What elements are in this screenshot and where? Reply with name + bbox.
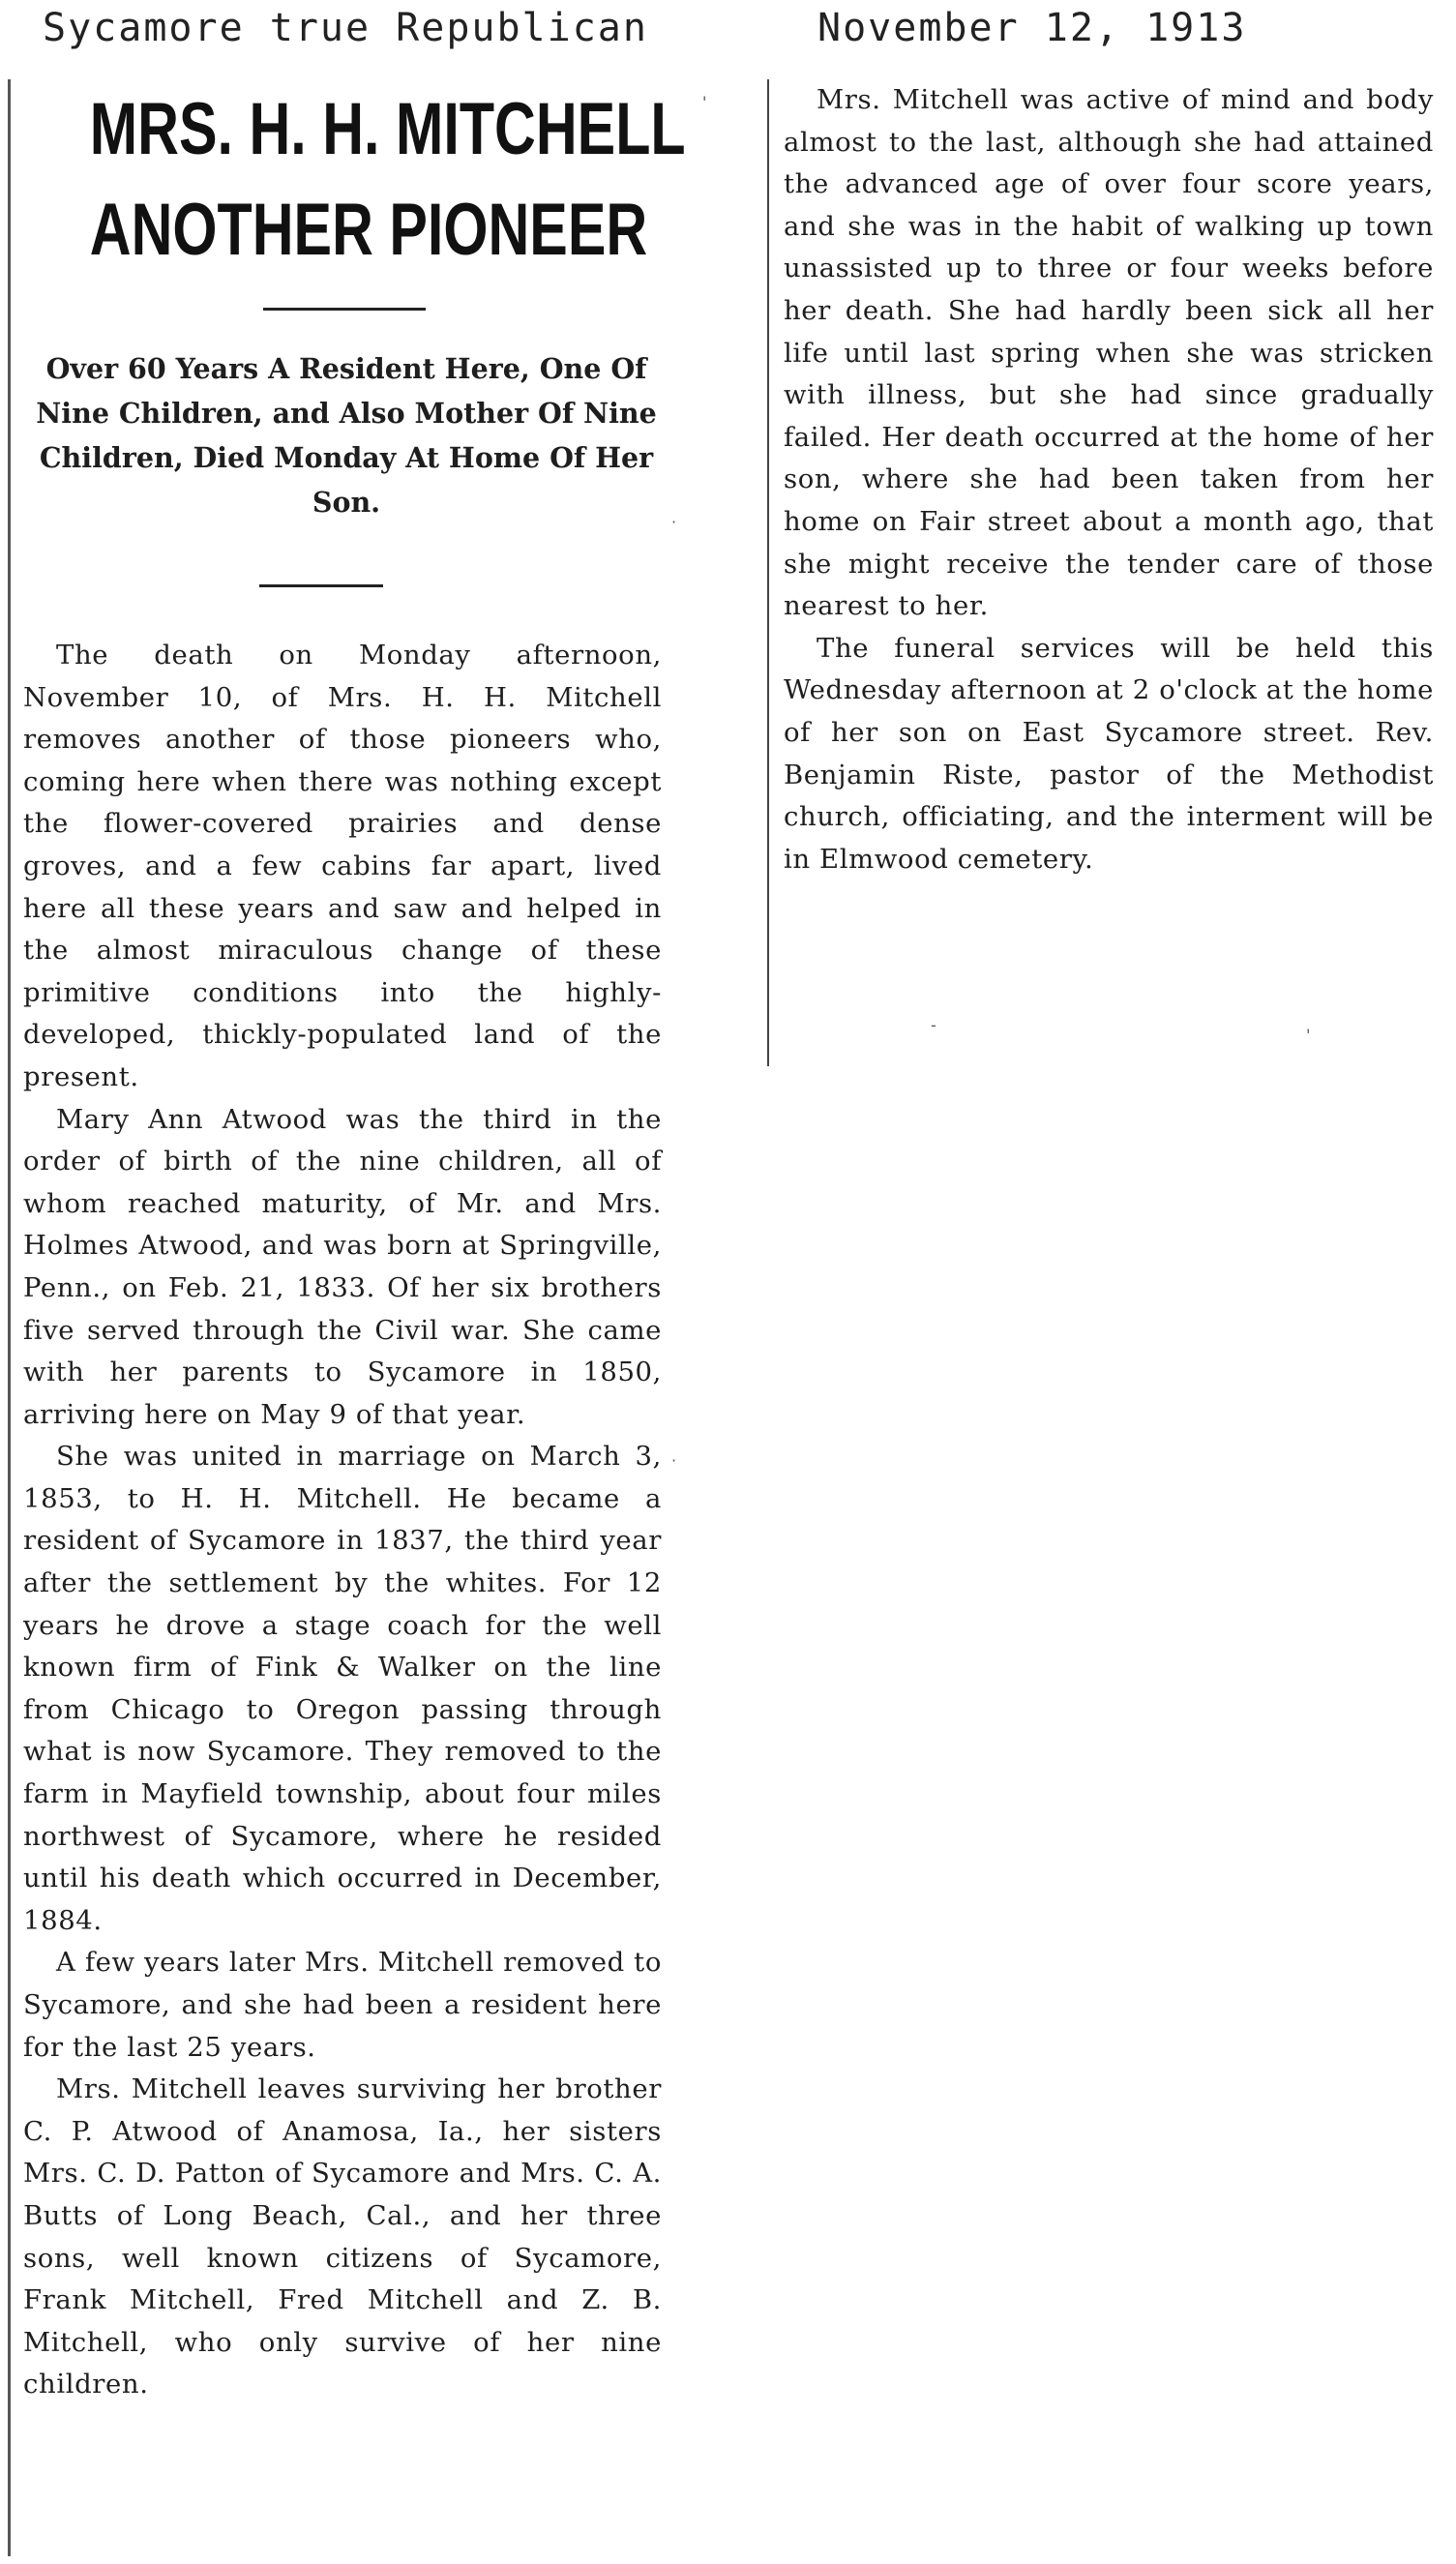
paragraph: Mary Ann Atwood was the third in the order of birth of the nine children, all of whom reached maturity, of Mr. and Mrs. Holmes Atwood, and was born at Springville, Penn., on Feb. 21, 1833. Of her six brothers five served through the Civil war. She came with her parents to Sycamore in 1850, arriving here on May 9 of that year. (23, 1103, 662, 1430)
paragraph: The death on Monday afternoon, November 10, of Mrs. H. H. Mitchell removes another of those pioneers who, coming here when there was nothing except the flower-covered prairies and dense groves, and a few cabins far apart, lived here all these years and saw and helped in the almost miraculous change of these primitive conditions into the highly-developed, thickly-populated land of the present. (23, 640, 662, 1092)
paragraph: She was united in marriage on March 3, 1853, to H. H. Mitchell. He became a resident of Sycamore in 1837, the third year after the settlement by the whites. For 12 years he drove a stage coach for the well known firm of Fink & Walker on the line from Chicago to Oregon passing through what is now Sycamore. They removed to the farm in Mayfield township, about four miles northwest of Sycamore, where he resided until his death which occurred in December, 1884. (23, 1441, 662, 1936)
masthead (0, 6, 1456, 64)
publication-date: November 12, 1913 (817, 6, 1247, 50)
paragraph: A few years later Mrs. Mitchell removed to Sycamore, and she had been a resident here for the last 25 years. (23, 1947, 662, 2063)
article-column-right (784, 79, 1434, 880)
subheadline: Over 60 Years A Resident Here, One Of Nine Children, and Also Mother Of Nine Children, Died Monday At Home Of Her Son. (36, 352, 657, 519)
print-speck: ' (702, 93, 707, 111)
paragraph: The funeral services will be held this Wednesday afternoon at 2 o'clock at the home of her son on East Sycamore street. Rev. Benjamin Riste, pastor of the Methodist church, officiating, and the interment will be in Elmwood cemetery. (784, 632, 1434, 875)
headline-line-1: MRS. H. H. MITCHELL (89, 88, 686, 170)
print-speck: ' (1306, 1026, 1311, 1044)
headline (89, 79, 686, 281)
article-column-left (23, 635, 662, 2406)
headline-line-2: ANOTHER PIONEER (89, 189, 648, 271)
paragraph: Mrs. Mitchell was active of mind and body almost to the last, although she had attained the advanced age of over four score years, and she was in the habit of walking up town unassisted up to three or four weeks before her death. She had hardly been sick all her life until last spring when she was stricken with illness, but she had since gradually failed. Her death occurred at the home of her son, where she had been taken from her home on Fair street about a month ago, that she might receive the tender care of those nearest to her. (784, 84, 1434, 622)
headline-divider (263, 308, 426, 311)
print-speck: · (671, 513, 677, 531)
paragraph: Mrs. Mitchell leaves surviving her brother C. P. Atwood of Anamosa, Ia., her sisters Mrs. C. D. Patton of Sycamore and Mrs. C. A. Butts of Long Beach, Cal., and her three sons, well known citizens of Sycamore, Frank Mitchell, Fred Mitchell and Z. B. Mitchell, who only survive of her nine children. (23, 2073, 662, 2400)
print-speck: - (931, 1016, 936, 1034)
subheadline-divider (259, 584, 383, 587)
left-column-rule (8, 79, 11, 2556)
column-divider-rule (767, 79, 769, 1066)
print-speck: · (671, 1451, 677, 1470)
publication-name: Sycamore true Republican (43, 6, 648, 50)
